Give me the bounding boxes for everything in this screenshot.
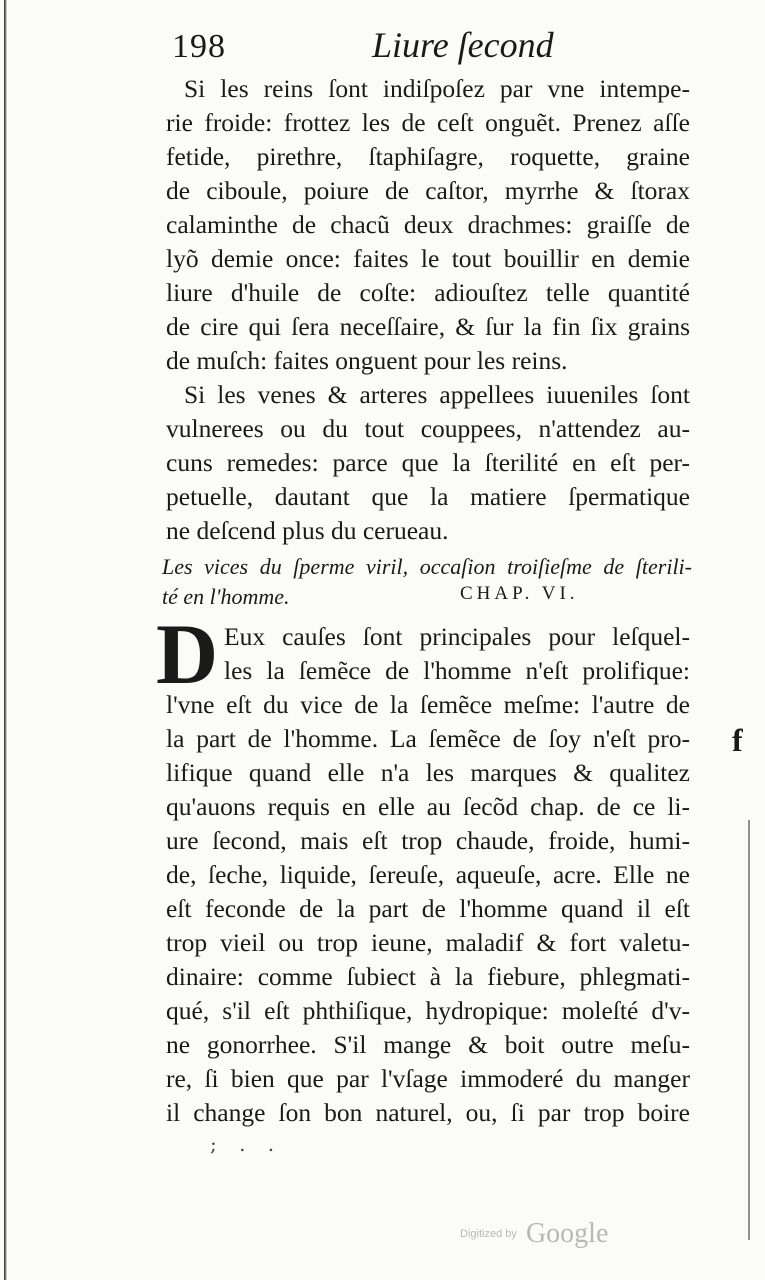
text-line: Si les venes & arteres appellees iuueniles ſont xyxy=(184,380,690,409)
text-line: ure ſecond, mais eſt trop chaude, froide, humi- xyxy=(166,826,690,855)
stray-ink-marks: ; . . xyxy=(210,1132,283,1156)
text-line: ne gonorrhee. S'il mange & boit outre meſu- xyxy=(166,1030,690,1059)
text-line: l'vne eſt du vice de la ſemẽce meſme: l'autre de xyxy=(166,690,690,719)
text-line: les la ſemẽce de l'homme n'eſt prolifique: xyxy=(224,656,690,685)
text-line: cuns remedes: parce que la ſterilité en eſt per- xyxy=(166,448,690,477)
drop-cap: D xyxy=(156,606,219,702)
text-line: rie froide: frottez les de ceſt onguẽt. Prenez aſſe xyxy=(166,108,690,137)
text-line: il change ſon bon naturel, ou, ſi par trop boire xyxy=(166,1098,690,1127)
text-line: trop vieil ou trop ieune, maladif & fort valetu- xyxy=(166,928,690,957)
text-line: la part de l'homme. La ſemẽce de ſoy n'eſt pro- xyxy=(166,724,690,753)
text-line: de muſch: faites onguent pour les reins. xyxy=(166,346,568,375)
chapter-title: té en l'homme. xyxy=(162,584,290,609)
chapter-title: Les vices du ſperme viril, occaſion troiſieſme de ſterili- xyxy=(162,554,692,579)
watermark-prefix: Digitized by xyxy=(460,1228,517,1240)
text-line: de cire qui ſera neceſſaire, & ſur la fin ſix grains xyxy=(166,312,690,341)
text-line: de, ſeche, liquide, ſereuſe, aqueuſe, acre. Elle ne xyxy=(166,860,690,889)
text-line: Si les reins ſont indiſpoſez par vne intempe- xyxy=(184,74,690,103)
page-header xyxy=(172,24,702,68)
marginal-mark: f xyxy=(732,722,743,758)
text-line: eſt feconde de la part de l'homme quand il eſt xyxy=(166,894,690,923)
text-line: petuelle, dautant que la matiere ſpermatique xyxy=(166,482,690,511)
page-number: 198 xyxy=(172,28,226,65)
text-line: liure d'huile de coſte: adiouſtez telle quantité xyxy=(166,278,690,307)
text-line: vulnerees ou du tout couppees, n'attendez au- xyxy=(166,414,690,443)
text-line: fetide, pirethre, ſtaphiſagre, roquette, graine xyxy=(166,142,690,171)
text-line: Eux cauſes ſont principales pour leſquel- xyxy=(224,622,690,651)
text-line: calaminthe de chacũ deux drachmes: graiſſe de xyxy=(166,210,690,239)
text-line: qué, s'il eſt phthiſique, hydropique: moleſté d'v- xyxy=(166,996,690,1025)
page-edge-shadow xyxy=(748,820,750,1240)
running-title: Liure ſecond xyxy=(372,25,554,65)
text-line: dinaire: comme ſubiect à la fiebure, phlegmati- xyxy=(166,962,690,991)
text-line: re, ſi bien que par l'vſage immoderé du manger xyxy=(166,1064,690,1093)
watermark-brand: Google xyxy=(525,1218,609,1249)
text-line: qu'auons requis en elle au ſecõd chap. de ce li- xyxy=(166,792,690,821)
text-line: lyõ demie once: faites le tout bouillir en demie xyxy=(166,244,690,273)
digitization-watermark xyxy=(460,1218,608,1250)
binding-gutter xyxy=(4,0,7,1280)
text-line: de ciboule, poiure de caſtor, myrrhe & ſtorax xyxy=(166,176,690,205)
chapter-label: CHAP. VI. xyxy=(460,583,579,604)
text-line: lifique quand elle n'a les marques & qualitez xyxy=(166,758,690,787)
text-line: ne deſcend plus du cerueau. xyxy=(166,516,449,545)
